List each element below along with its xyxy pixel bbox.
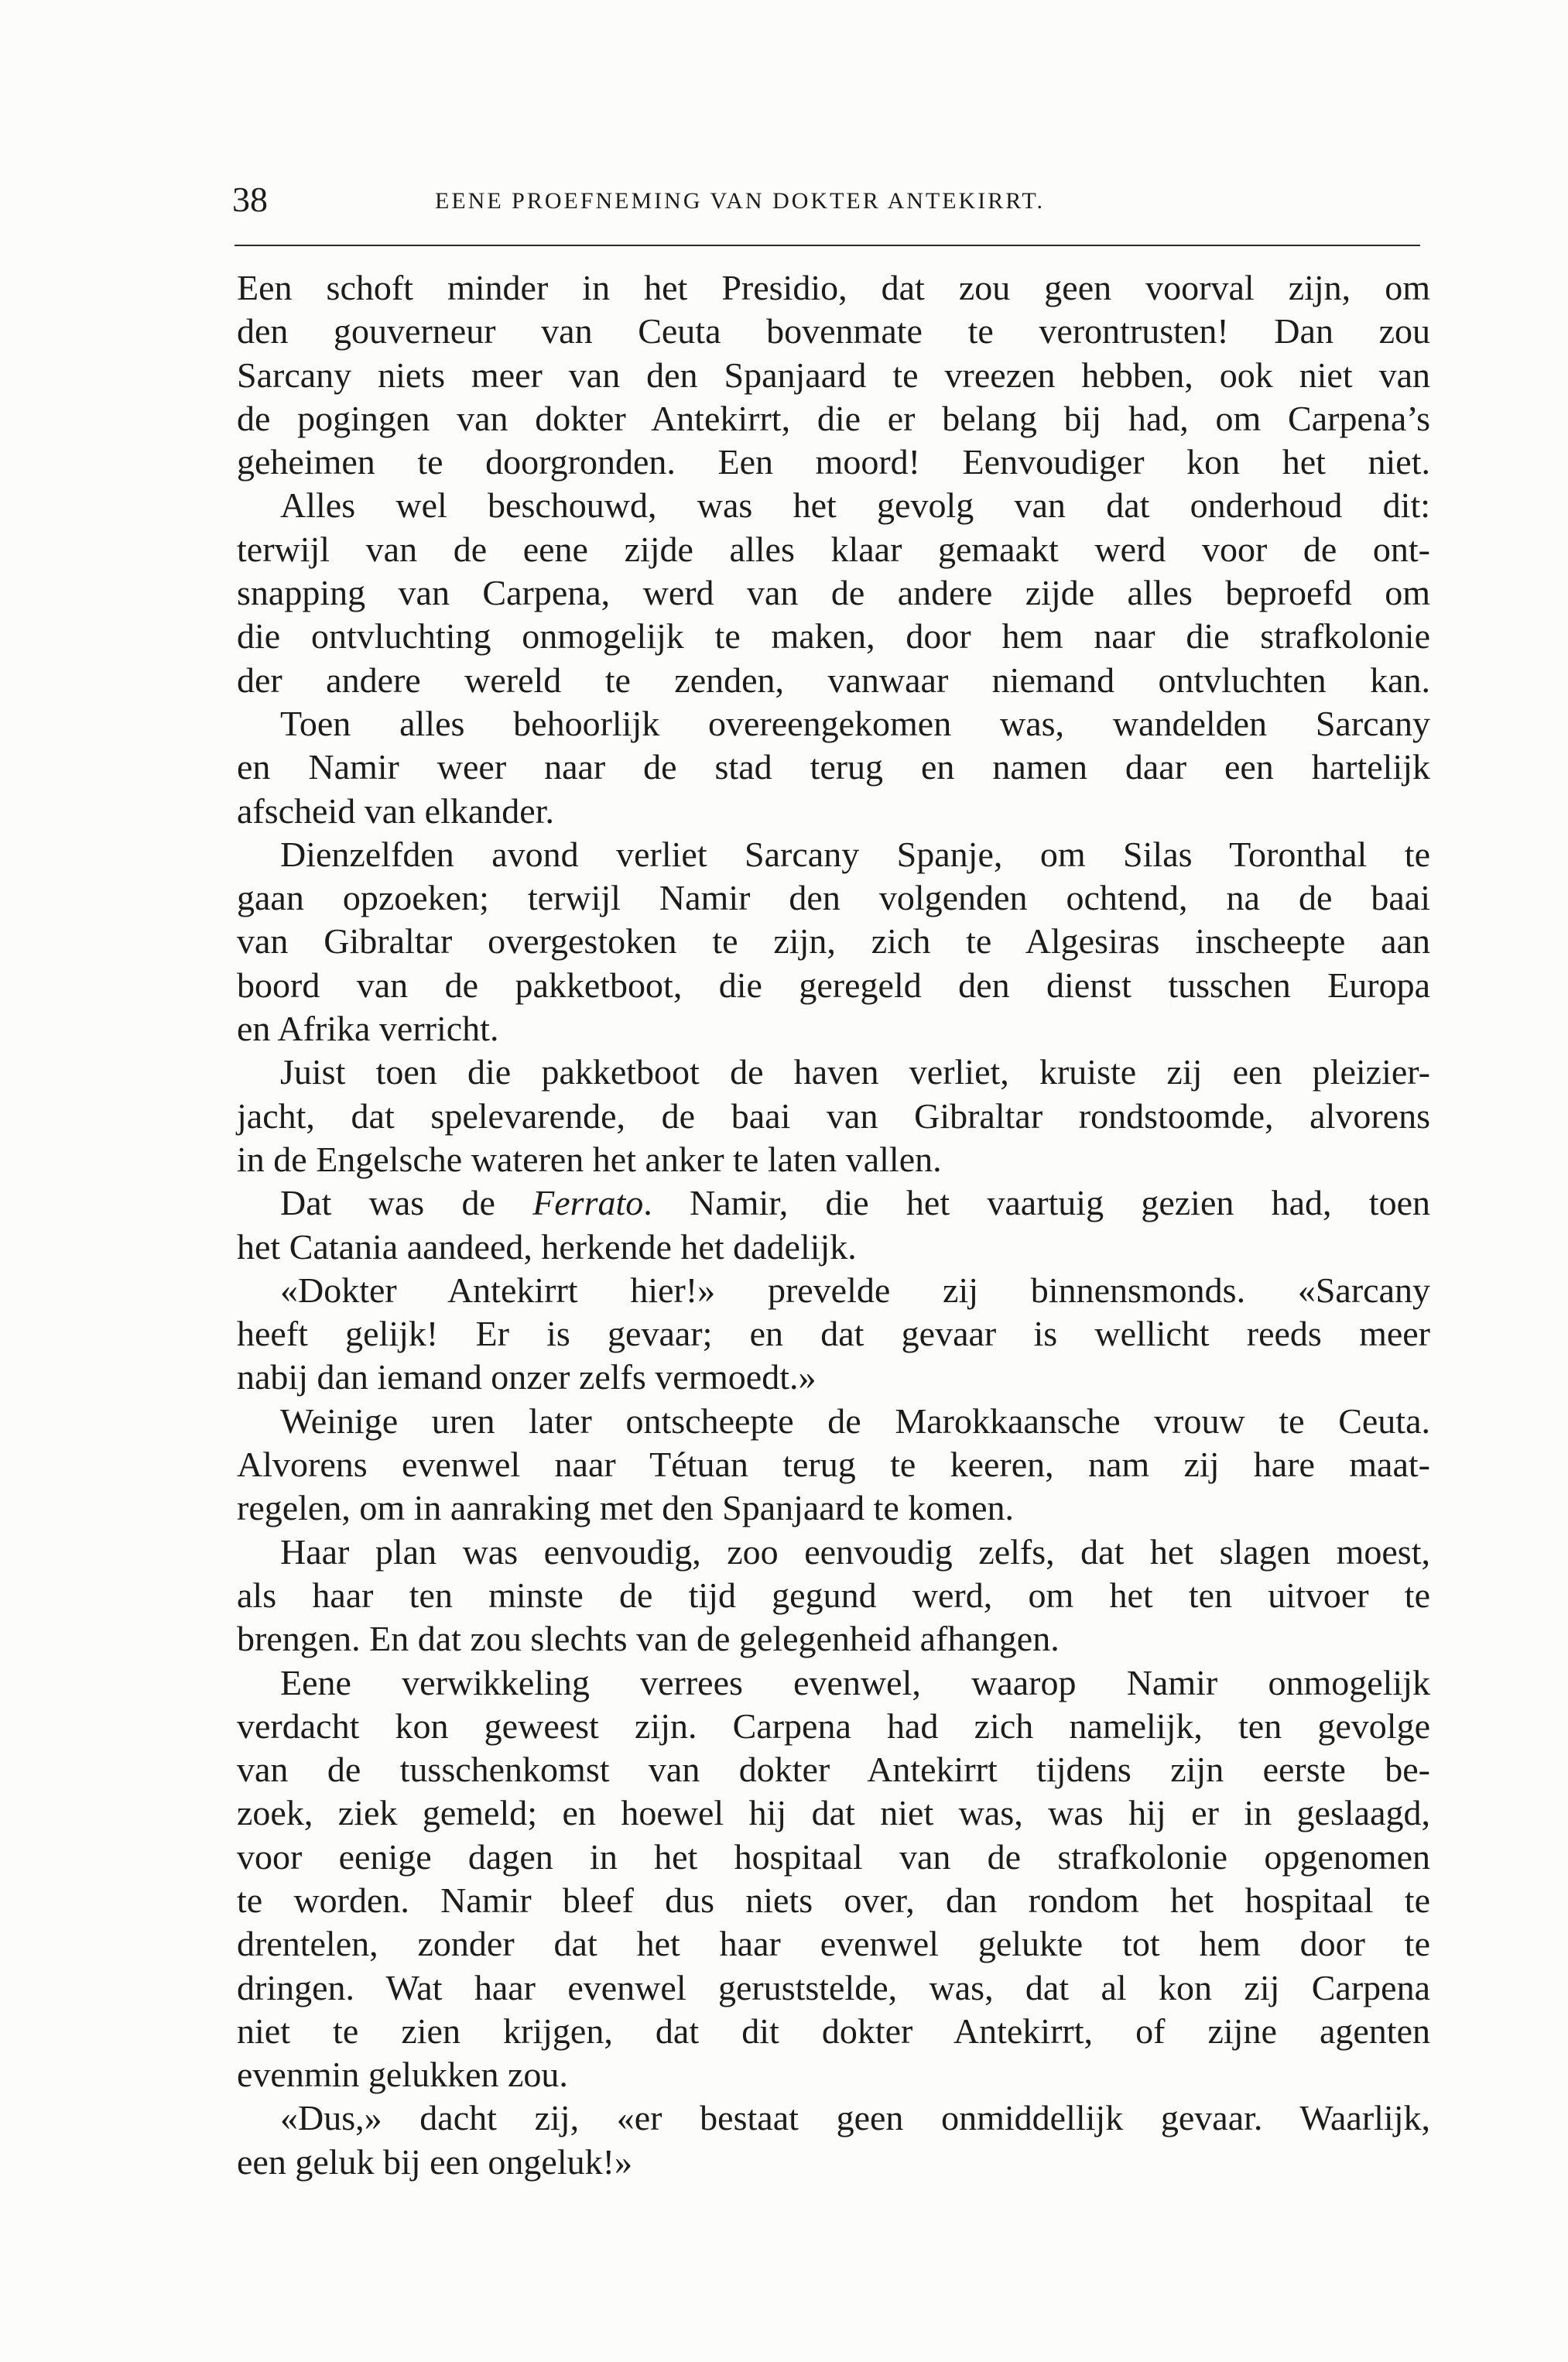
text-line: geheimen te doorgronden. Een moord! Eenvoudiger kon het niet.	[237, 442, 1430, 482]
text-line: de pogingen van dokter Antekirrt, die er belang bij had, om Carpena’s	[237, 398, 1430, 438]
text-line: zoek, ziek gemeld; en hoewel hij dat niet was, was hij er in geslaagd,	[237, 1793, 1430, 1833]
text-line: Alles wel beschouwd, was het gevolg van dat onderhoud dit:	[280, 485, 1430, 526]
running-title: EENE PROEFNEMING VAN DOKTER ANTEKIRRT.	[435, 188, 1046, 214]
text-line: den gouverneur van Ceuta bovenmate te verontrusten! Dan zou	[237, 311, 1430, 351]
text-line: die ontvluchting onmogelijk te maken, door hem naar die strafkolonie	[237, 616, 1430, 656]
text-line: Juist toen die pakketboot de haven verliet, kruiste zij een pleizier-	[280, 1052, 1430, 1092]
text-line: «Dokter Antekirrt hier!» prevelde zij binnensmonds. «Sarcany	[280, 1270, 1430, 1310]
text-line: Alvorens evenwel naar Tétuan terug te keeren, nam zij hare maat-	[237, 1445, 1430, 1485]
page-header	[232, 177, 1424, 223]
text-line: te worden. Namir bleef dus niets over, dan rondom het hospitaal te	[237, 1880, 1430, 1920]
text-line: dringen. Wat haar evenwel geruststelde, was, dat al kon zij Carpena	[237, 1967, 1430, 2007]
header-rule	[235, 245, 1420, 246]
text-line: Weinige uren later ontscheepte de Marokkaansche vrouw te Ceuta.	[280, 1400, 1430, 1441]
body-text	[237, 266, 1430, 2184]
text-line: Dienzelfden avond verliet Sarcany Spanje, om Silas Toronthal te	[280, 834, 1430, 874]
text-line: nabij dan iemand onzer zelfs vermoedt.»	[237, 1357, 817, 1397]
text-line: een geluk bij een ongeluk!»	[237, 2141, 632, 2182]
text-span: Dat was de	[280, 1183, 533, 1223]
text-line: afscheid van elkander.	[237, 790, 554, 831]
text-line: heeft gelijk! Er is gevaar; en dat gevaar is wellicht reeds meer	[237, 1314, 1430, 1354]
text-line: regelen, om in aanraking met den Spanjaard te komen.	[237, 1488, 1014, 1528]
text-line: jacht, dat spelevarende, de baai van Gibraltar rondstoomde, alvorens	[237, 1095, 1430, 1136]
text-line: drentelen, zonder dat het haar evenwel gelukte tot hem door te	[237, 1924, 1430, 1964]
text-line: Een schoft minder in het Presidio, dat zou geen voorval zijn, om	[237, 268, 1430, 307]
text-line: Haar plan was eenvoudig, zoo eenvoudig zelfs, dat het slagen moest,	[280, 1531, 1430, 1572]
text-line: in de Engelsche wateren het anker te laten vallen.	[237, 1139, 942, 1179]
text-line: evenmin gelukken zou.	[237, 2055, 568, 2095]
text-line: Toen alles behoorlijk overeengekomen was, wandelden Sarcany	[280, 703, 1430, 743]
text-line: terwijl van de eene zijde alles klaar gemaakt werd voor de ont-	[237, 529, 1430, 569]
text-line: van de tusschenkomst van dokter Antekirrt tijdens zijn eerste be-	[237, 1750, 1430, 1790]
text-line: «Dus,» dacht zij, «er bestaat geen onmiddellijk gevaar. Waarlijk,	[280, 2098, 1430, 2138]
text-line: brengen. En dat zou slechts van de gelegenheid afhangen.	[237, 1619, 1060, 1659]
text-line: verdacht kon geweest zijn. Carpena had zich namelijk, ten gevolge	[237, 1706, 1430, 1746]
text-line: Eene verwikkeling verrees evenwel, waarop Namir onmogelijk	[280, 1662, 1430, 1702]
text-line: der andere wereld te zenden, vanwaar niemand ontvluchten kan.	[237, 660, 1430, 700]
text-line-with-italic	[237, 1181, 1430, 1225]
text-line: van Gibraltar overgestoken te zijn, zich te Algesiras inscheepte aan	[237, 921, 1430, 962]
text-line: gaan opzoeken; terwijl Namir den volgenden ochtend, na de baai	[237, 878, 1430, 918]
text-line: niet te zien krijgen, dat dit dokter Antekirrt, of zijne agenten	[237, 2011, 1430, 2051]
text-line: snapping van Carpena, werd van de andere zijde alles beproefd om	[237, 573, 1430, 613]
text-span: . Namir, die het vaartuig gezien had, toen	[643, 1183, 1430, 1223]
text-line: als haar ten minste de tijd gegund werd, om het ten uitvoer te	[237, 1575, 1430, 1615]
text-line: boord van de pakketboot, die geregeld den dienst tusschen Europa	[237, 965, 1430, 1005]
text-line: en Namir weer naar de stad terug en namen daar een hartelijk	[237, 747, 1430, 787]
page-number: 38	[232, 180, 268, 219]
ship-name: Ferrato	[532, 1183, 644, 1223]
text-line: voor eenige dagen in het hospitaal van de strafkolonie opgenomen	[237, 1836, 1430, 1877]
text-line: Sarcany niets meer van den Spanjaard te vreezen hebben, ook niet van	[237, 355, 1430, 395]
text-line: en Afrika verricht.	[237, 1009, 499, 1049]
text-line: het Catania aandeed, herkende het dadelijk.	[237, 1226, 857, 1267]
